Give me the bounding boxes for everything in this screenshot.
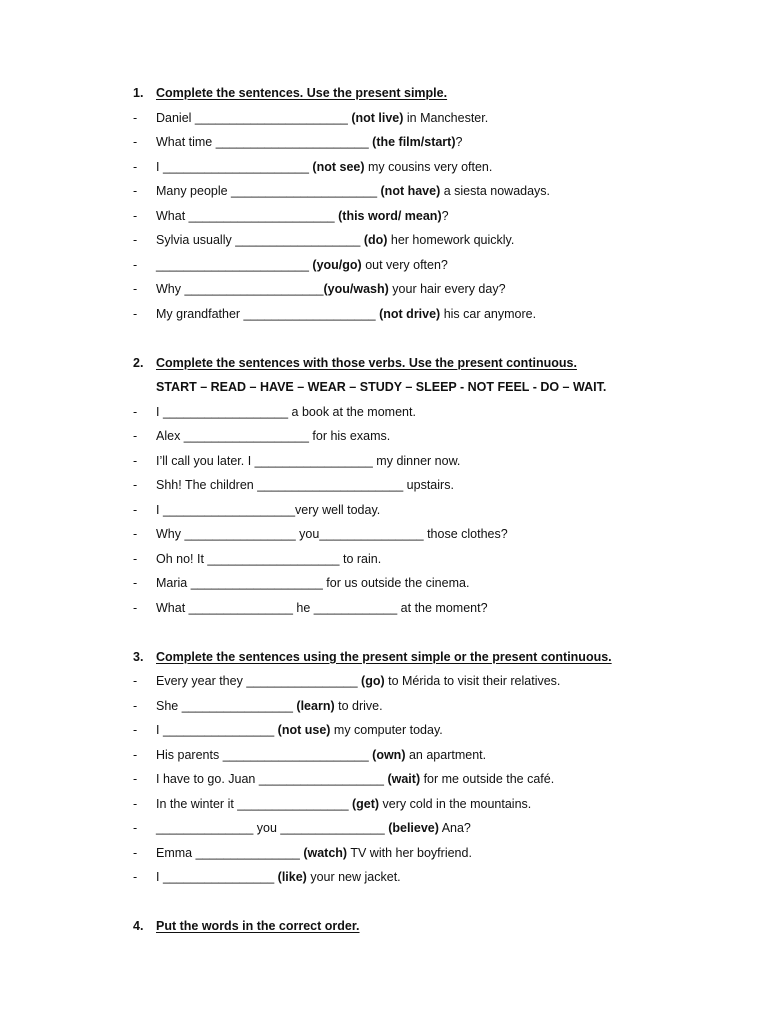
exercise-item xyxy=(133,718,733,743)
exercise-number: 2. xyxy=(133,355,144,370)
exercise-item xyxy=(133,253,733,278)
list-bullet: - xyxy=(133,576,138,590)
list-bullet: - xyxy=(133,110,138,125)
item-sentence xyxy=(156,424,390,449)
exercise-item xyxy=(133,816,733,841)
item-sentence xyxy=(156,400,416,425)
sentence-text: TV with her boyfriend. xyxy=(347,845,472,860)
verb-cue: (not drive) xyxy=(379,306,441,321)
item-sentence xyxy=(156,302,536,327)
list-bullet: - xyxy=(133,600,138,615)
exercise-section xyxy=(133,81,733,326)
sentence-text: Many people _____________________ xyxy=(156,184,381,198)
exercise-section xyxy=(133,351,733,621)
sentence-text: Daniel ______________________ xyxy=(156,110,352,125)
item-sentence xyxy=(156,228,514,253)
sentence-text: Sylvia usually __________________ xyxy=(156,233,364,247)
item-sentence xyxy=(156,253,448,278)
sentence-text: my cousins very often. xyxy=(364,159,493,174)
exercise-item xyxy=(133,694,733,719)
exercise-heading: Put the words in the correct order. xyxy=(156,919,360,933)
verb-cue: (go) xyxy=(361,674,385,688)
exercise-heading-row xyxy=(133,914,733,939)
item-sentence xyxy=(156,669,560,694)
sentence-text: I ________________ xyxy=(156,723,278,737)
exercise-item xyxy=(133,449,733,474)
exercise-item xyxy=(133,179,733,204)
item-sentence xyxy=(156,718,443,743)
exercise-heading: Complete the sentences using the present simple or the present continuous. xyxy=(156,649,612,664)
exercise-heading: Complete the sentences with those verbs. Use the present continuous. xyxy=(156,355,577,370)
sentence-text: to Mérida to visit their relatives. xyxy=(384,674,561,688)
item-sentence xyxy=(156,816,471,841)
sentence-text: ______________________ xyxy=(156,257,313,272)
sentence-text: I ________________ xyxy=(156,870,278,884)
sentence-text: She ________________ xyxy=(156,698,297,713)
item-sentence xyxy=(156,522,508,547)
sentence-text: Maria ___________________ for us outside the cinema. xyxy=(156,576,470,590)
sentence-text: Why ________________ you_______________ those clothes? xyxy=(156,527,508,541)
word-bank: START – READ – HAVE – WEAR – STUDY – SLEEP - NOT FEEL - DO – WAIT. xyxy=(156,380,607,394)
exercise-item xyxy=(133,865,733,890)
verb-cue: (wait) xyxy=(387,772,421,786)
exercise-item xyxy=(133,228,733,253)
exercise-item xyxy=(133,841,733,866)
list-bullet: - xyxy=(133,772,138,786)
list-bullet: - xyxy=(133,796,138,811)
exercise-item xyxy=(133,571,733,596)
exercise-heading-row xyxy=(133,351,733,376)
sentence-text: Shh! The children _____________________ upstairs. xyxy=(156,478,454,492)
list-bullet: - xyxy=(133,282,138,296)
sentence-text: out very often? xyxy=(361,257,448,272)
sentence-text: your new jacket. xyxy=(306,870,401,884)
list-bullet: - xyxy=(133,429,138,443)
list-bullet: - xyxy=(133,747,138,762)
item-sentence xyxy=(156,130,462,155)
item-sentence xyxy=(156,106,488,131)
item-sentence xyxy=(156,547,381,572)
list-bullet: - xyxy=(133,870,138,884)
list-bullet: - xyxy=(133,478,138,492)
list-bullet: - xyxy=(133,674,138,688)
exercise-item xyxy=(133,547,733,572)
exercise-item xyxy=(133,106,733,131)
item-sentence xyxy=(156,743,486,768)
item-sentence xyxy=(156,596,488,621)
sentence-text: What _____________________ xyxy=(156,208,339,223)
sentence-text: Alex __________________ for his exams. xyxy=(156,429,391,443)
sentence-text: I’ll call you later. I _________________ my dinner now. xyxy=(156,453,461,468)
list-bullet: - xyxy=(133,551,138,566)
exercise-item xyxy=(133,522,733,547)
exercise-item xyxy=(133,130,733,155)
verb-cue: (you/wash) xyxy=(323,282,389,296)
verb-cue: (get) xyxy=(352,796,380,811)
exercise-heading-row xyxy=(133,81,733,106)
item-sentence xyxy=(156,865,401,890)
list-bullet: - xyxy=(133,698,138,713)
sentence-text: I _____________________ xyxy=(156,159,313,174)
list-bullet: - xyxy=(133,257,138,272)
sentence-text: his car anymore. xyxy=(440,306,537,321)
exercise-item xyxy=(133,277,733,302)
exercise-section xyxy=(133,914,733,939)
verb-cue: (believe) xyxy=(388,821,439,835)
exercise-item xyxy=(133,669,733,694)
exercise-item xyxy=(133,204,733,229)
verb-cue: (not have) xyxy=(380,184,441,198)
item-sentence xyxy=(156,767,554,792)
sentence-text: What _______________ he ____________ at the moment? xyxy=(156,600,488,615)
sentence-text: Ana? xyxy=(438,821,471,835)
sentence-text: His parents _____________________ xyxy=(156,747,373,762)
list-bullet: - xyxy=(133,453,138,468)
list-bullet: - xyxy=(133,184,138,198)
exercise-number: 4. xyxy=(133,919,144,933)
sentence-text: ______________ you _______________ xyxy=(156,821,389,835)
verb-cue: (this word/ mean) xyxy=(338,208,442,223)
sentence-text: ? xyxy=(455,135,463,149)
item-sentence xyxy=(156,277,506,302)
list-bullet: - xyxy=(133,527,138,541)
item-sentence xyxy=(156,179,550,204)
sentence-text: In the winter it ________________ xyxy=(156,796,352,811)
list-bullet: - xyxy=(133,821,138,835)
sentence-text: to drive. xyxy=(334,698,383,713)
item-sentence xyxy=(156,155,492,180)
exercise-item xyxy=(133,743,733,768)
sentence-text: What time ______________________ xyxy=(156,135,373,149)
item-sentence xyxy=(156,449,460,474)
verb-cue: (not use) xyxy=(277,723,331,737)
item-sentence xyxy=(156,498,380,523)
sentence-text: her homework quickly. xyxy=(387,233,515,247)
item-sentence xyxy=(156,571,469,596)
sentence-text: ? xyxy=(441,208,449,223)
list-bullet: - xyxy=(133,404,138,419)
sentence-text: Emma _______________ xyxy=(156,845,304,860)
verb-cue: (watch) xyxy=(303,845,348,860)
sentence-text: your hair every day? xyxy=(388,282,506,296)
verb-cue: (not live) xyxy=(351,110,404,125)
sentence-text: I ___________________very well today. xyxy=(156,502,381,517)
item-sentence xyxy=(156,694,383,719)
exercise-section xyxy=(133,645,733,890)
exercise-item xyxy=(133,596,733,621)
exercise-item xyxy=(133,767,733,792)
verb-cue: (not see) xyxy=(312,159,365,174)
sentence-text: very cold in the mountains. xyxy=(379,796,532,811)
verb-cue: (you/go) xyxy=(312,257,362,272)
worksheet-body xyxy=(133,81,733,939)
exercise-item xyxy=(133,498,733,523)
exercise-item xyxy=(133,155,733,180)
list-bullet: - xyxy=(133,723,138,737)
item-sentence xyxy=(156,204,449,229)
sentence-text: Why ____________________ xyxy=(156,282,324,296)
sentence-text: Oh no! It ___________________ to rain. xyxy=(156,551,382,566)
sentence-text: I have to go. Juan __________________ xyxy=(156,772,388,786)
exercise-item xyxy=(133,302,733,327)
sentence-text: my computer today. xyxy=(330,723,443,737)
list-bullet: - xyxy=(133,845,138,860)
verb-cue: (do) xyxy=(363,233,388,247)
list-bullet: - xyxy=(133,502,138,517)
list-bullet: - xyxy=(133,208,138,223)
sentence-text: Every year they ________________ xyxy=(156,674,362,688)
sentence-text: a siesta nowadays. xyxy=(440,184,551,198)
verb-cue: (like) xyxy=(277,870,307,884)
item-sentence xyxy=(156,792,531,817)
sentence-text: for me outside the café. xyxy=(420,772,555,786)
exercise-heading-row xyxy=(133,645,733,670)
exercise-item xyxy=(133,424,733,449)
exercise-item xyxy=(133,400,733,425)
verb-cue: (own) xyxy=(372,747,406,762)
list-bullet: - xyxy=(133,159,138,174)
verb-cue: (the film/start) xyxy=(372,135,456,149)
item-sentence xyxy=(156,473,454,498)
sentence-text: My grandfather ___________________ xyxy=(156,306,380,321)
exercise-item xyxy=(133,473,733,498)
exercise-number: 3. xyxy=(133,649,144,664)
sentence-text: an apartment. xyxy=(405,747,487,762)
item-sentence xyxy=(156,841,472,866)
exercise-item xyxy=(133,792,733,817)
list-bullet: - xyxy=(133,306,138,321)
verb-cue: (learn) xyxy=(296,698,335,713)
list-bullet: - xyxy=(133,233,138,247)
exercise-number: 1. xyxy=(133,86,144,100)
exercise-heading: Complete the sentences. Use the present simple. xyxy=(156,86,448,100)
list-bullet: - xyxy=(133,135,138,149)
sentence-text: in Manchester. xyxy=(403,110,489,125)
sentence-text: I __________________ a book at the moment. xyxy=(156,404,416,419)
